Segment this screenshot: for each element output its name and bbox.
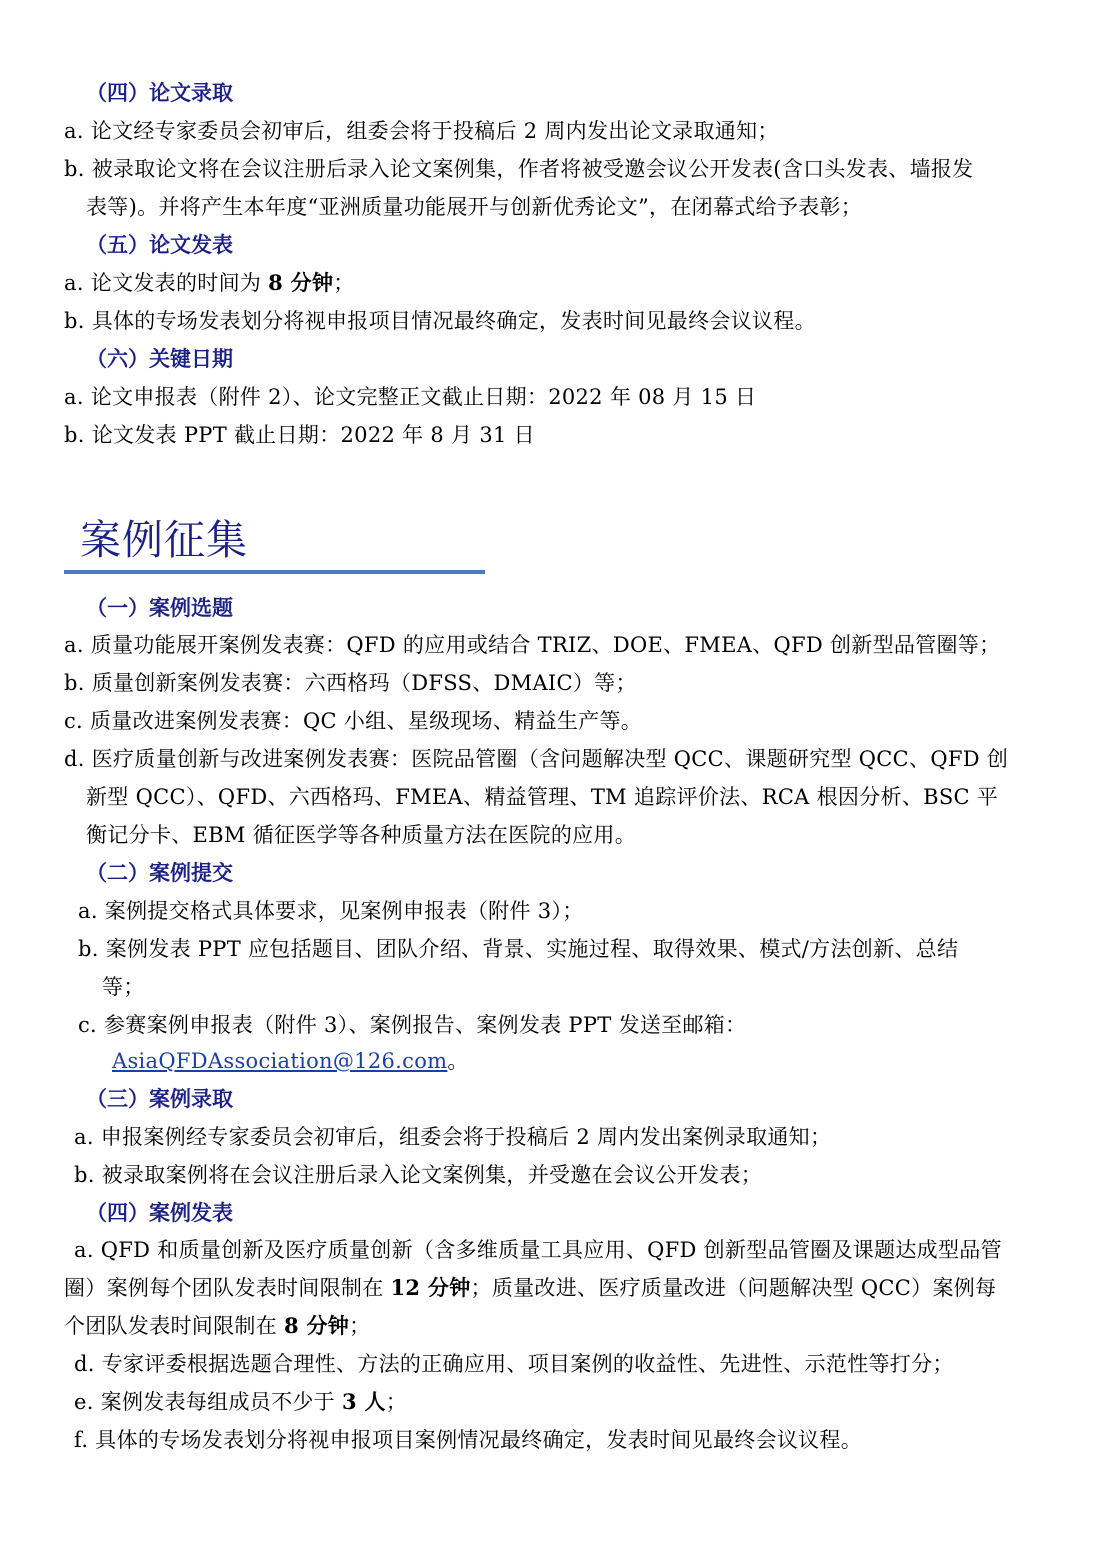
case-acceptance-item-a: a. 申报案例经专家委员会初审后，组委会将于投稿后 2 周内发出案例录取通知； — [74, 1125, 832, 1149]
case-presentation-item-e: e. 案例发表每组成员不少于 3 人； — [74, 1389, 408, 1414]
case-submission-item-a: a. 案例提交格式具体要求，见案例申报表（附件 3）； — [78, 899, 584, 923]
case-submission-email-line: AsiaQFDAssociation@126.com。 — [112, 1049, 469, 1073]
paper-acceptance-item-b: b. 被录取论文将在会议注册后录入论文案例集，作者将被受邀会议公开发表(含口头发表、墙报发 — [64, 157, 974, 181]
section-title-underline — [64, 570, 485, 574]
case-topic-item-a: a. 质量功能展开案例发表赛：QFD 的应用或结合 TRIZ、DOE、FMEA、QFD 创新型品管圈等； — [64, 633, 1001, 657]
case-acceptance-item-b: b. 被录取案例将在会议注册后录入论文案例集，并受邀在会议公开发表； — [74, 1163, 762, 1187]
heading-case-acceptance: （三）案例录取 — [86, 1086, 233, 1111]
heading-case-submission: （二）案例提交 — [86, 860, 233, 885]
heading-case-presentation: （四）案例发表 — [86, 1200, 233, 1225]
heading-case-topics: （一）案例选题 — [86, 595, 233, 620]
paper-presentation-item-a: a. 论文发表的时间为 8 分钟； — [64, 270, 355, 295]
case-presentation-item-a-cont2: 个团队发表时间限制在 8 分钟； — [64, 1313, 371, 1338]
key-date-item-a: a. 论文申报表（附件 2）、论文完整正文截止日期：2022 年 08 月 15 日 — [64, 385, 757, 409]
heading-key-dates: （六）关键日期 — [86, 346, 233, 371]
case-topic-item-d: d. 医疗质量创新与改进案例发表赛：医院品管圈（含问题解决型 QCC、课题研究型 QCC、QFD 创 — [64, 747, 1009, 771]
heading-paper-acceptance: （四）论文录取 — [86, 80, 233, 105]
section-title-case-collection: 案例征集 — [80, 516, 248, 564]
case-presentation-item-d: d. 专家评委根据选题合理性、方法的正确应用、项目案例的收益性、先进性、示范性等打分； — [74, 1352, 954, 1376]
paper-acceptance-item-a: a. 论文经专家委员会初审后，组委会将于投稿后 2 周内发出论文录取通知； — [64, 119, 779, 143]
case-topic-item-d-cont1: 新型 QCC）、QFD、六西格玛、FMEA、精益管理、TM 追踪评价法、RCA 根因分析、BSC 平 — [86, 785, 999, 809]
paper-presentation-item-b: b. 具体的专场发表划分将视申报项目情况最终确定，发表时间见最终会议议程。 — [64, 309, 816, 333]
case-topic-item-d-cont2: 衡记分卡、EBM 循征医学等各种质量方法在医院的应用。 — [86, 823, 637, 847]
key-date-item-b: b. 论文发表 PPT 截止日期：2022 年 8 月 31 日 — [64, 423, 535, 447]
case-topic-item-c: c. 质量改进案例发表赛：QC 小组、星级现场、精益生产等。 — [64, 709, 643, 733]
case-submission-item-c: c. 参赛案例申报表（附件 3）、案例报告、案例发表 PPT 发送至邮箱： — [78, 1013, 747, 1037]
case-submission-item-b-cont: 等； — [102, 975, 145, 999]
email-link[interactable]: AsiaQFDAssociation@126.com — [112, 1049, 448, 1073]
case-presentation-item-a: a. QFD 和质量创新及医疗质量创新（含多维质量工具应用、QFD 创新型品管圈及课题达成型品管 — [74, 1238, 1002, 1262]
case-presentation-item-f: f. 具体的专场发表划分将视申报项目案例情况最终确定，发表时间见最终会议议程。 — [74, 1428, 863, 1452]
case-topic-item-b: b. 质量创新案例发表赛：六西格玛（DFSS、DMAIC）等； — [64, 671, 637, 695]
paper-acceptance-item-b-cont: 表等)。并将产生本年度“亚洲质量功能展开与创新优秀论文”，在闭幕式给予表彰； — [86, 195, 863, 219]
case-presentation-item-a-cont1: 圈）案例每个团队发表时间限制在 12 分钟；质量改进、医疗质量改进（问题解决型 QCC）案例每 — [64, 1275, 997, 1300]
case-submission-item-b: b. 案例发表 PPT 应包括题目、团队介绍、背景、实施过程、取得效果、模式/方法创新、总结 — [78, 937, 959, 961]
heading-paper-presentation: （五）论文发表 — [86, 232, 233, 257]
